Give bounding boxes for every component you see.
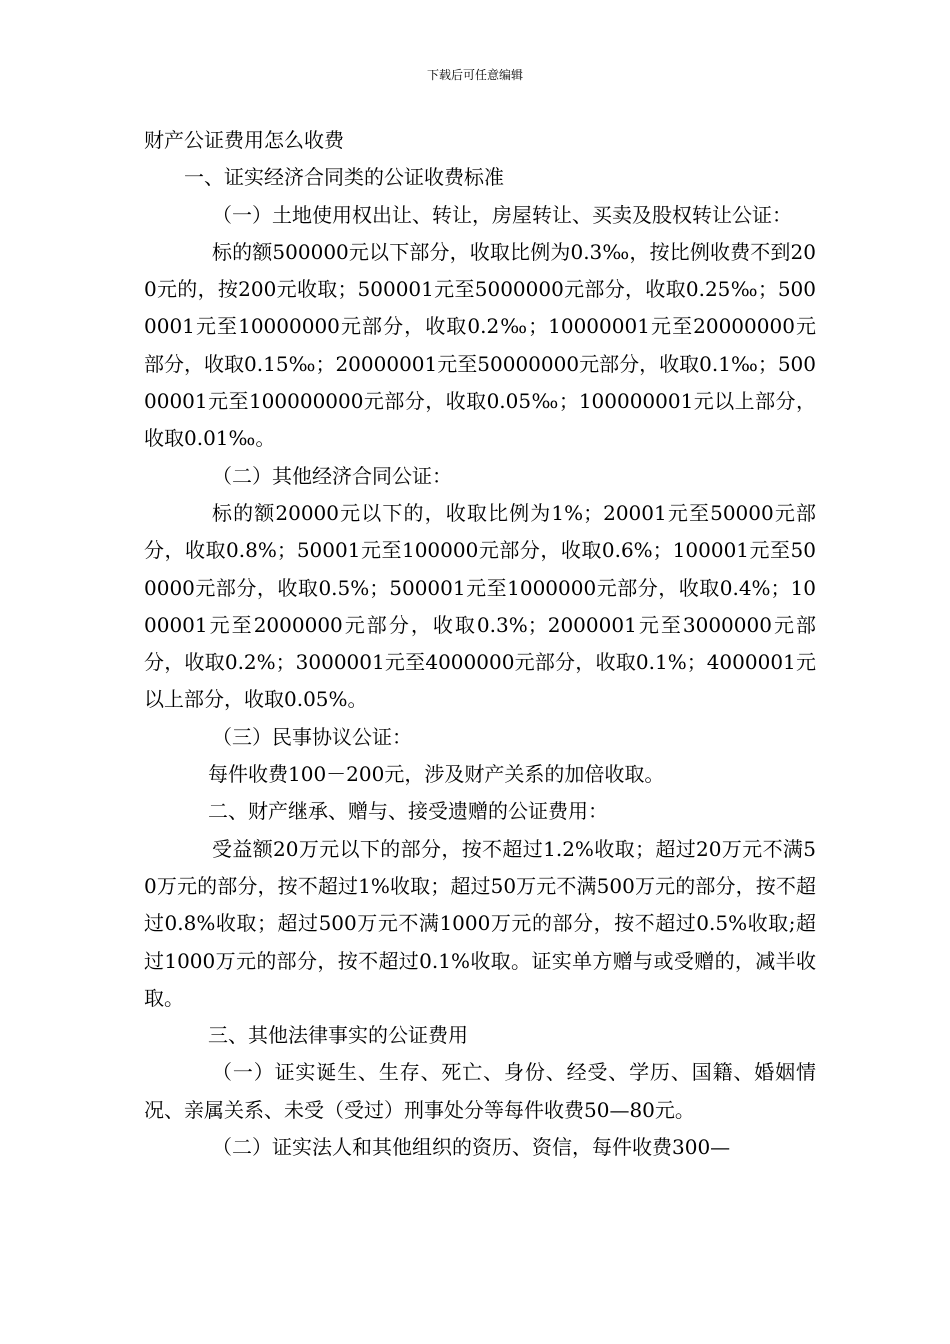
document-title: 财产公证费用怎么收费: [144, 128, 344, 152]
subsection-heading-1-3: （三）民事协议公证：: [212, 724, 412, 749]
paragraph-land-transfer-fees: 标的额500000元以下部分，收取比例为0.3‰，按比例收费不到200元的，按200元收取；500001元至5000000元部分，收取0.25‰；5000001元至10000000元部分，收取0.2‰；10000001元至20000000元部分，收取0.15‰；20000001元至50000000元部分，收取0.1‰；50000001元至100000000元部分，收取0.05‰；100000001元以上部分，收取0.01‰。: [144, 239, 816, 451]
section-heading-1: 一、证实经济合同类的公证收费标准: [184, 165, 504, 190]
header-note: 下载后可任意编辑: [426, 68, 523, 82]
paragraph-economic-contract-fees: 标的额20000元以下的，收取比例为1%；20001元至50000元部分，收取0.8%；50001元至100000元部分，收取0.6%；100001元至500000元部分，收取0.5%；500001元至1000000元部分，收取0.4%；1000001元至2000000元部分，收取0.3%；2000001元至3000000元部分，收取0.2%；3000001元至4000000元部分，收取0.1%；4000001元以上部分，收取0.05%。: [144, 500, 816, 712]
paragraph-civil-agreement-fees: 每件收费100－200元，涉及财产关系的加倍收取。: [208, 762, 665, 787]
subsection-heading-1-1: （一）土地使用权出让、转让，房屋转让、买卖及股权转让公证：: [212, 202, 792, 227]
paragraph-legal-fact-fees: （一）证实诞生、生存、死亡、身份、经受、学历、国籍、婚姻情况、亲属关系、未受（受过）刑事处分等每件收费50—80元。: [144, 1060, 816, 1122]
subsection-heading-1-2: （二）其他经济合同公证：: [212, 463, 452, 488]
paragraph-inheritance-fees: 受益额20万元以下的部分，按不超过1.2%收取；超过20万元不满50万元的部分，按不超过1%收取；超过50万元不满500万元的部分，按不超过0.8%收取；超过500万元不满1000万元的部分，按不超过0.5%收取;超过1000万元的部分，按不超过0.1%收取。证实单方赠与或受赠的，减半收取。: [144, 836, 816, 1010]
paragraph-organization-qualification-fees: （二）证实法人和其他组织的资历、资信，每件收费300—: [212, 1135, 731, 1160]
document-body: [144, 122, 816, 1166]
section-heading-2: 二、财产继承、赠与、接受遗赠的公证费用：: [208, 799, 608, 824]
section-heading-3: 三、其他法律事实的公证费用: [208, 1023, 468, 1048]
